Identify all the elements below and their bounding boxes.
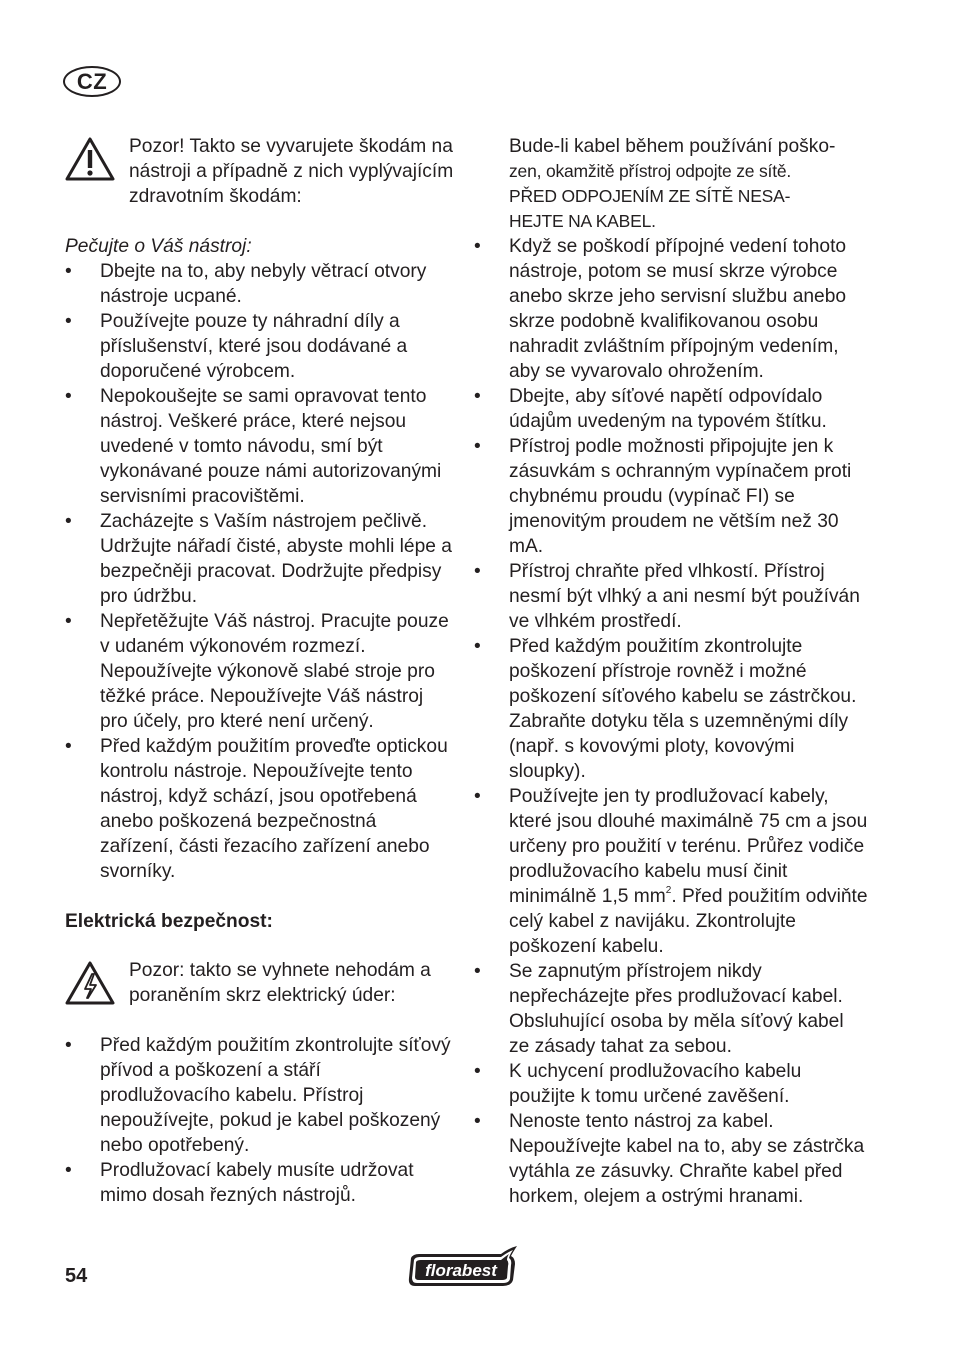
superscript: 2 <box>665 884 672 896</box>
left-column <box>65 134 455 1208</box>
list-item: • Nepokoušejte se sami opravovat tento nástroj. Veškeré práce, které nejsou uvedené v tomto návodu, smí být vykonávané pouze námi autorizovanými servisními pracovištěmi. <box>65 384 455 509</box>
right-column <box>474 134 869 1209</box>
electric-list <box>65 1033 455 1208</box>
list-item: • Používejte pouze ty náhradní díly a příslušenství, které jsou dodávané a doporučené výrobcem. <box>65 309 455 384</box>
extension-text-end: . Před použitím odviňte celý kabel z navijáku. Zkontrolujte poškození kabelu. <box>509 886 868 957</box>
list-item: • Prodlužovací kabely musíte udržovat mimo dosah řezných nástrojů. <box>65 1158 455 1208</box>
electric-heading: Elektrická bezpečnost: <box>65 911 273 932</box>
language-badge: CZ <box>63 66 121 97</box>
list-item: • Když se poškodí přípojné vedení tohoto nástroje, potom se musí skrze výrobce anebo skrze jeho servisní službu anebo skrze podobně kvalifikovanou osobu nahradit zvláštním přípojným vedením, aby se vyvarovalo ohrožením. <box>474 234 869 384</box>
care-heading: Pečujte o Váš nástroj: <box>65 236 252 257</box>
page-number: 54 <box>65 1265 88 1287</box>
list-item: • Zacházejte s Vaším nástrojem pečlivě. Udržujte nářadí čisté, abyste mohli lépe a bezpečněji pracovat. Dodržujte předpisy pro údržbu. <box>65 509 455 609</box>
warning-text-damage: Pozor! Takto se vyvarujete škodám na nástroji a případně z nich vyplývajícím zdravotním škodám: <box>129 136 454 207</box>
list-item: • Před každým použitím zkontrolujte poškození přístroje rovněž i možné poškození síťového kabelu se zástrčkou. Zabraňte dotyku těla s uzemněnými díly (např. s kovovými ploty, kovovými sloupky). <box>474 634 869 784</box>
list-item: • Dbejte na to, aby nebyly větrací otvory nástroje ucpané. <box>65 259 455 309</box>
list-item <box>474 784 869 959</box>
florabest-logo <box>405 1244 521 1290</box>
list-item: • Se zapnutým přístrojem nikdy nepřecházejte přes prodlužovací kabel. Obsluhující osoba by měla síťový kabel ze zásady tahat za sebou. <box>474 959 869 1059</box>
warning-text-electric: Pozor: takto se vyhnete nehodám a poraněním skrz elektrický úder: <box>129 960 431 1006</box>
list-item: • Dbejte, aby síťové napětí odpovídalo údajům uvedeným na typovém štítku. <box>474 384 869 434</box>
warning-exclamation-icon <box>65 136 115 182</box>
electric-list-continued <box>474 234 869 1209</box>
extension-text: Používejte jen ty prodlužovací kabely, které jsou dlouhé maximálně 75 cm a jsou určeny pro použití v terénu. Průřez vodiče prodlužovacího kabelu musí činit minimálně 1,5 mm <box>509 786 868 907</box>
list-item: • Před každým použitím zkontrolujte síťový přívod a poškození a stáří prodlužovacího kabelu. Přístroj nepoužívejte, pokud je kabel poškozený nebo opotřebený. <box>65 1033 455 1158</box>
continued-line: zen, okamžitě přístroj odpojte ze sítě. <box>509 161 792 181</box>
list-item: • K uchycení prodlužovacího kabelu použijte k tomu určené zavěšení. <box>474 1059 869 1109</box>
continued-paragraph <box>474 134 869 234</box>
warning-block-electric <box>65 958 455 1033</box>
electric-shock-warning-icon <box>65 960 115 1006</box>
list-item: • Nenoste tento nástroj za kabel. Nepoužívejte kabel na to, aby se zástrčka vytáhla ze zásuvky. Chraňte kabel před horkem, olejem a ostrými hranami. <box>474 1109 869 1209</box>
list-item: • Přístroj podle možnosti připojujte jen k zásuvkám s ochranným vypínačem proti chybnému proudu (vypínač FI) se jmenovitým proudem ne větším než 30 mA. <box>474 434 869 559</box>
continued-line: HEJTE NA KABEL. <box>509 211 656 231</box>
logo-text: florabest <box>425 1261 497 1280</box>
list-item: • Nepřetěžujte Váš nástroj. Pracujte pouze v udaném výkonovém rozmezí. Nepoužívejte výkonově slabé stroje pro těžké práce. Nepoužívejte Váš nástroj pro účely, pro které není určený. <box>65 609 455 734</box>
care-list <box>65 259 455 884</box>
list-item: • Přístroj chraňte před vlhkostí. Přístroj nesmí být vlhký a ani nesmí být používán ve vlhkém prostředí. <box>474 559 869 634</box>
continued-line: Bude-li kabel během používání poško- <box>509 136 836 157</box>
continued-line: PŘED ODPOJENÍM ZE SÍTĚ NESA- <box>509 186 791 206</box>
list-item: • Před každým použitím proveďte optickou kontrolu nástroje. Nepoužívejte tento nástroj, když schází, jsou opotřebená anebo poškozená bezpečnostná zařízení, části řezacího zařízení anebo svorníky. <box>65 734 455 884</box>
warning-block-damage <box>65 134 455 209</box>
